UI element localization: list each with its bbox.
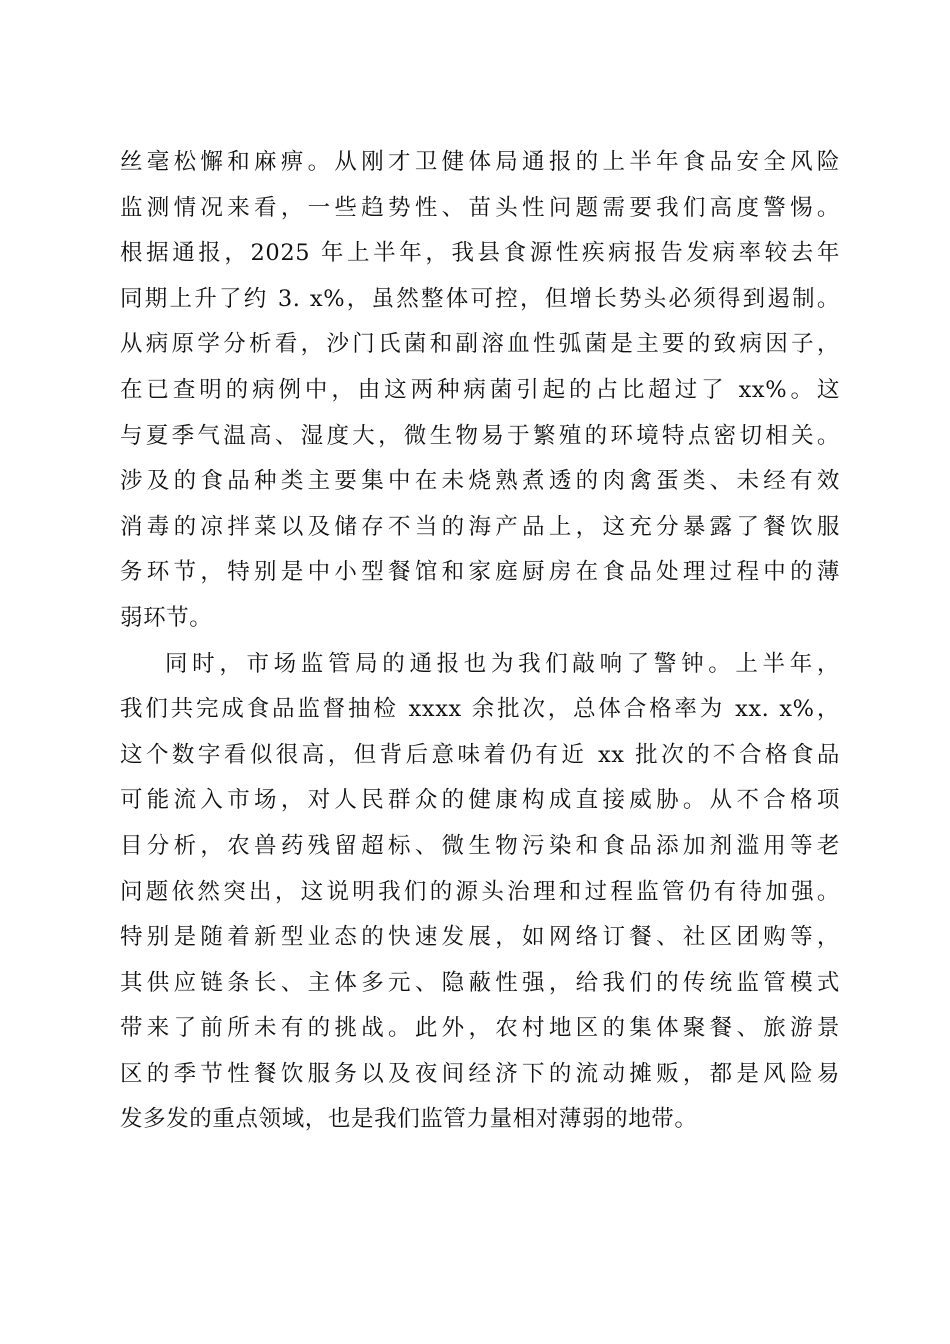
text-line: 问题依然突出，这说明我们的源头治理和过程监管仍有待加强。: [120, 878, 840, 905]
document-body: [120, 140, 840, 1143]
text-line: 根据通报，2025 年上半年，我县食源性疾病报告发病率较去年: [120, 240, 840, 267]
text-line: 消毒的凉拌菜以及储存不当的海产品上，这充分暴露了餐饮服: [120, 513, 840, 540]
text-line: 同时，市场监管局的通报也为我们敲响了警钟。上半年，: [165, 650, 840, 677]
text-line: 目分析，农兽药残留超标、微生物污染和食品添加剂滥用等老: [120, 832, 840, 859]
text-line: 同期上升了约 3. x%，虽然整体可控，但增长势头必须得到遏制。: [120, 285, 840, 312]
text-line: 这个数字看似很高，但背后意味着仍有近 xx 批次的不合格食品: [120, 741, 840, 768]
text-line: 其供应链条长、主体多元、隐蔽性强，给我们的传统监管模式: [120, 969, 840, 996]
text-line: 与夏季气温高、湿度大，微生物易于繁殖的环境特点密切相关。: [120, 422, 840, 449]
text-line: 可能流入市场，对人民群众的健康构成直接威胁。从不合格项: [120, 787, 840, 814]
text-line: 监测情况来看，一些趋势性、苗头性问题需要我们高度警惕。: [120, 194, 840, 221]
text-line: 丝毫松懈和麻痹。从刚才卫健体局通报的上半年食品安全风险: [120, 149, 840, 175]
paragraph-2: [120, 642, 840, 1144]
text-line: 在已查明的病例中，由这两种病菌引起的占比超过了 xx%。这: [120, 376, 840, 403]
text-line: 务环节，特别是中小型餐馆和家庭厨房在食品处理过程中的薄: [120, 559, 840, 586]
text-line: 弱环节。: [120, 604, 213, 631]
text-line: 发多发的重点领域，也是我们监管力量相对薄弱的地带。: [120, 1106, 698, 1133]
text-line: 区的季节性餐饮服务以及夜间经济下的流动摊贩，都是风险易: [120, 1060, 840, 1087]
text-line: 我们共完成食品监督抽检 xxxx 余批次，总体合格率为 xx. x%，: [120, 696, 840, 723]
paragraph-1: [120, 140, 840, 642]
text-line: 涉及的食品种类主要集中在未烧熟煮透的肉禽蛋类、未经有效: [120, 468, 840, 495]
text-line: 从病原学分析看，沙门氏菌和副溶血性弧菌是主要的致病因子，: [120, 331, 840, 358]
text-line: 带来了前所未有的挑战。此外，农村地区的集体聚餐、旅游景: [120, 1015, 840, 1042]
text-line: 特别是随着新型业态的快速发展，如网络订餐、社区团购等，: [120, 924, 840, 951]
